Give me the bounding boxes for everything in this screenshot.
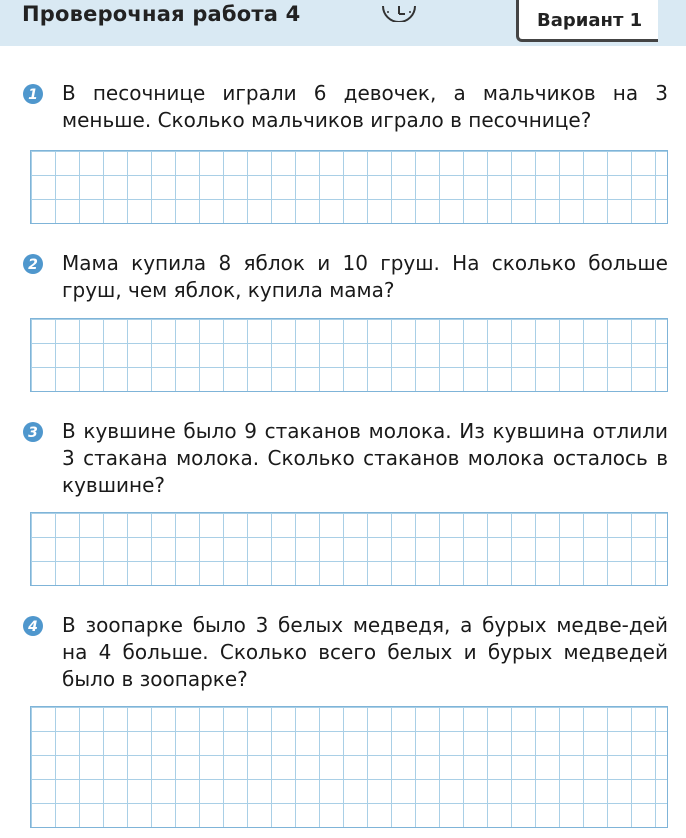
answer-grid[interactable] bbox=[30, 150, 668, 224]
number-badge-icon bbox=[22, 421, 44, 443]
task-text: В песочнице играли 6 девочек, а мальчиков на 3 меньше. Сколько мальчиков играло в песочнице? bbox=[62, 81, 668, 132]
task-text: В зоопарке было 3 белых медведя, а бурых медве-дей на 4 больше. Сколько всего белых и бурых медведей было в зоопарке? bbox=[62, 613, 668, 691]
clock-icon bbox=[380, 0, 418, 22]
task-text: В кувшине было 9 стаканов молока. Из кувшина отлили 3 стакана молока. Сколько стаканов молока осталось в кувшине? bbox=[62, 419, 668, 497]
task-number: 3 bbox=[28, 425, 38, 441]
task-text: Мама купила 8 яблок и 10 груш. На сколько больше груш, чем яблок, купила мама? bbox=[62, 251, 668, 302]
answer-grid[interactable] bbox=[30, 706, 668, 828]
answer-grid[interactable] bbox=[30, 318, 668, 392]
page-title: Проверочная работа 4 bbox=[22, 2, 301, 26]
header bbox=[0, 0, 686, 46]
number-badge-icon bbox=[22, 83, 44, 105]
task-number: 4 bbox=[28, 619, 38, 635]
number-badge-icon bbox=[22, 615, 44, 637]
answer-grid[interactable] bbox=[30, 512, 668, 586]
variant-label: Вариант 1 bbox=[537, 10, 643, 31]
task-number: 2 bbox=[28, 257, 38, 273]
task-number: 1 bbox=[28, 87, 38, 103]
number-badge-icon bbox=[22, 253, 44, 275]
variant-box bbox=[516, 0, 658, 42]
